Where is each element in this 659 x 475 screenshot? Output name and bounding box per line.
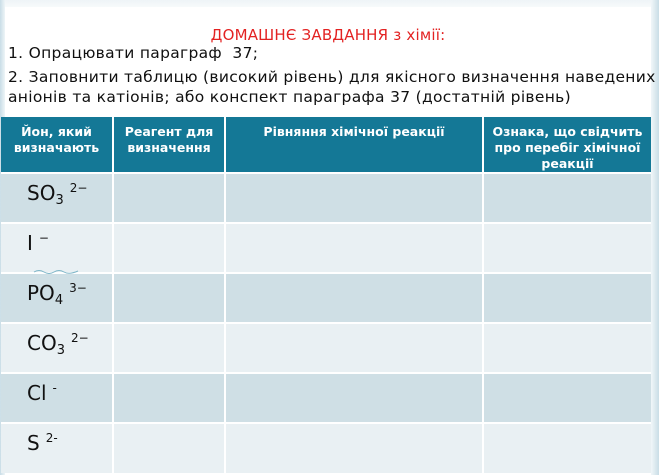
ion-subscript: 3	[56, 343, 65, 358]
equation-cell[interactable]	[225, 373, 483, 423]
sign-cell[interactable]	[483, 423, 651, 473]
ion-cell	[1, 423, 113, 473]
table-row	[1, 323, 651, 373]
table-header-row	[1, 117, 651, 173]
reagent-cell[interactable]	[113, 223, 225, 273]
ion-formula: Cl	[27, 381, 47, 405]
equation-cell[interactable]	[225, 323, 483, 373]
task-line-3: аніонів та катіонів; або конспект параграфа 37 (достатній рівень)	[8, 88, 571, 106]
column-header-sign: Ознака, що свідчить про перебіг хімічної реакції	[483, 117, 651, 173]
ion-formula: I	[27, 231, 33, 255]
ion-charge: 3−	[69, 281, 87, 295]
homework-box	[5, 14, 656, 116]
ion-subscript: 4	[54, 293, 64, 308]
ion-cell	[1, 223, 113, 273]
task-line-1: 1. Опрацювати параграф 37;	[8, 44, 259, 62]
table-row	[1, 423, 651, 473]
equation-cell[interactable]	[225, 173, 483, 223]
ion-charge: −	[38, 231, 49, 245]
table-row	[1, 173, 651, 223]
ion-cell	[1, 173, 113, 223]
ion-formula: SO	[27, 181, 56, 205]
sign-cell[interactable]	[483, 373, 651, 423]
sign-cell[interactable]	[483, 273, 651, 323]
equation-cell[interactable]	[225, 273, 483, 323]
ion-formula: PO	[27, 281, 55, 305]
column-header-equation: Рівняння хімічної реакції	[225, 117, 483, 173]
ion-cell	[1, 323, 113, 373]
ion-cell	[1, 373, 113, 423]
slide-top-border	[0, 0, 659, 7]
reagent-cell[interactable]	[113, 273, 225, 323]
reagent-cell[interactable]	[113, 173, 225, 223]
reagent-cell[interactable]	[113, 323, 225, 373]
ion-charge: 2−	[69, 181, 88, 195]
header-underline-scribble	[33, 268, 79, 274]
homework-title: ДОМАШНЄ ЗАВДАННЯ з хімії:	[210, 26, 446, 44]
column-header-ion: Йон, який визначають	[1, 117, 113, 173]
equation-cell[interactable]	[225, 423, 483, 473]
ion-subscript: 3	[55, 193, 64, 208]
column-header-reagent: Реагент для визначення	[113, 117, 225, 173]
ion-cell	[1, 273, 113, 323]
ion-formula: CO	[27, 331, 57, 355]
ion-table	[1, 117, 651, 473]
equation-cell[interactable]	[225, 223, 483, 273]
sign-cell[interactable]	[483, 173, 651, 223]
reagent-cell[interactable]	[113, 423, 225, 473]
table-row	[1, 223, 651, 273]
table-row	[1, 273, 651, 323]
sign-cell[interactable]	[483, 323, 651, 373]
ion-charge: 2-	[45, 431, 58, 445]
table-row	[1, 373, 651, 423]
reagent-cell[interactable]	[113, 373, 225, 423]
ion-charge: -	[52, 381, 57, 395]
ion-table-container	[1, 117, 651, 475]
ion-formula: S	[27, 431, 40, 455]
ion-charge: 2−	[71, 331, 89, 345]
sign-cell[interactable]	[483, 223, 651, 273]
task-line-2: 2. Заповнити таблицю (високий рівень) для якісного визначення наведених	[8, 68, 656, 86]
